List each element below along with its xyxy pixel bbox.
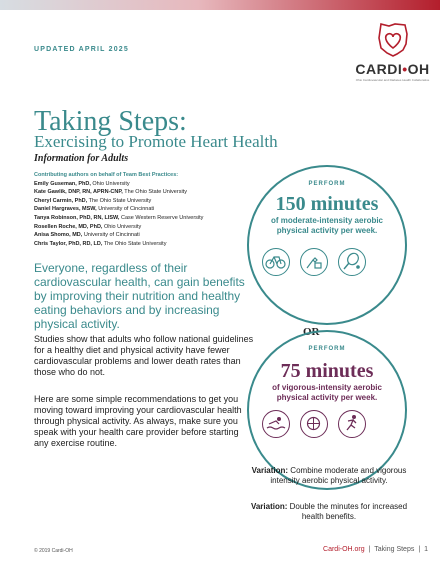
author-row: Cheryl Carmin, PhD, The Ohio State University — [34, 197, 152, 204]
logo-tagline: Ohio Cardiovascular and Diabetes Health Collaborative — [355, 78, 430, 82]
site-link[interactable]: Cardi-OH.org — [323, 546, 365, 553]
vigorous-icons — [262, 410, 366, 438]
bicycle-icon — [262, 248, 290, 276]
author-row: Anisa Shomo, MD, University of Cincinnati — [34, 232, 140, 239]
page-subtitle: Exercising to Promote Heart Health — [34, 132, 278, 151]
ohio-heart-icon — [373, 20, 413, 60]
perform-label: PERFORM — [308, 181, 346, 187]
audience-label: Information for Adults — [34, 153, 129, 164]
gardening-icon — [300, 248, 328, 276]
moderate-minutes: 150 minutes — [275, 193, 379, 215]
moderate-activity-circle — [247, 165, 407, 325]
body-paragraph-studies: Studies show that adults who follow national guidelines for a healthy diet and physical activity have fewer cardiovascular problems and lower death rates than those who do not. — [34, 334, 254, 377]
moderate-description: of moderate-intensity aerobic physical activity per week. — [270, 216, 384, 235]
page-title: Taking Steps: — [34, 106, 187, 137]
footer-separator: | — [418, 546, 421, 553]
top-gradient-bar — [0, 0, 440, 10]
running-icon — [338, 410, 366, 438]
lead-statement: Everyone, regardless of their cardiovascular health, can gain benefits by improving their nutrition and healthy eating behaviors and by increasing physical activity. — [34, 261, 245, 331]
authors-heading: Contributing authors on behalf of Team Best Practices: — [34, 172, 179, 178]
author-row: Kate Gawlik, DNP, RN, APRN-CNP, The Ohio State University — [34, 189, 187, 196]
author-row: Emily Guseman, PhD, Ohio University — [34, 180, 130, 187]
variation-double: Variation: Double the minutes for increased health benefits. — [250, 502, 408, 521]
body-paragraph-recommendations: Here are some simple recommendations to get you moving toward improving your cardiovascular health through physical activity. As always, make sure you speak with your health care provider before starting any exercise routine. — [34, 394, 242, 448]
moderate-icons — [262, 248, 366, 276]
basketball-icon — [300, 410, 328, 438]
updated-date: UPDATED APRIL 2025 — [34, 46, 129, 53]
copyright: © 2019 Cardi-OH — [34, 548, 73, 554]
author-row: Daniel Hargraves, MSW, University of Cincinnati — [34, 206, 155, 213]
authors-list — [34, 171, 274, 248]
swimming-icon — [262, 410, 290, 438]
footer-separator: | — [368, 546, 371, 553]
perform-label: PERFORM — [308, 346, 346, 352]
page-number: 1 — [424, 546, 428, 553]
author-row: Tanya Robinson, PhD, RN, LISW, Case Western Reserve University — [34, 214, 204, 221]
vigorous-minutes: 75 minutes — [280, 360, 374, 382]
author-row: Chris Taylor, PhD, RD, LD, The Ohio State University — [34, 240, 167, 247]
tennis-icon — [338, 248, 366, 276]
variation-combine: Variation: Combine moderate and vigorous intensity aerobic physical activity. — [251, 466, 407, 485]
page-footer — [323, 546, 428, 553]
logo-wordmark: CARDI•OH — [355, 61, 430, 77]
author-row: Rosellen Roche, MD, PhD, Ohio University — [34, 223, 142, 230]
document-name: Taking Steps — [374, 546, 415, 553]
vigorous-description: of vigorous-intensity aerobic physical activity per week. — [272, 383, 382, 402]
or-divider: OR — [303, 326, 320, 338]
cardi-oh-logo — [355, 20, 430, 90]
